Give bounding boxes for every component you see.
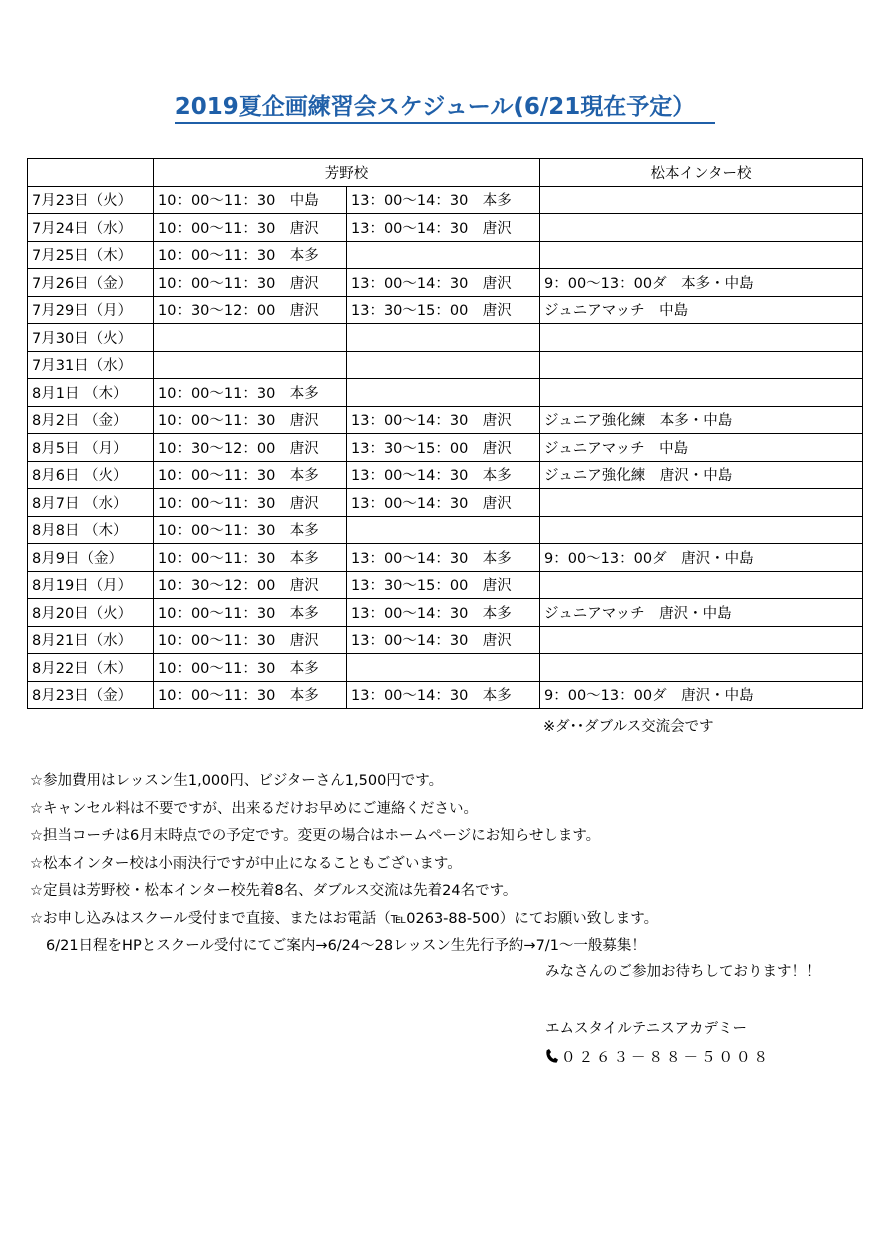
- table-row: [28, 269, 863, 297]
- matsumoto-cell: [540, 516, 863, 544]
- date-cell: 7月24日（水）: [28, 214, 154, 242]
- date-cell: 8月6日 （火）: [28, 461, 154, 489]
- closing-message: みなさんのご参加お待ちしております！！: [545, 964, 821, 980]
- date-cell: 7月23日（火）: [28, 186, 154, 214]
- yoshino-pm-cell: 13：30～15：00 唐沢: [347, 296, 540, 324]
- schedule-line: 6/21日程をHPとスクール受付にてご案内→6/24～28レッスン生先行予約→7/1～一般募集！: [46, 938, 646, 954]
- table-row: [28, 654, 863, 682]
- schedule-table: [27, 158, 863, 709]
- date-cell: 7月25日（木）: [28, 241, 154, 269]
- yoshino-pm-cell: 13：30～15：00 唐沢: [347, 434, 540, 462]
- yoshino-pm-cell: [347, 516, 540, 544]
- yoshino-am-cell: [154, 351, 347, 379]
- table-row: [28, 626, 863, 654]
- yoshino-pm-cell: [347, 324, 540, 352]
- matsumoto-cell: ジュニアマッチ 中島: [540, 296, 863, 324]
- date-cell: 8月22日（木）: [28, 654, 154, 682]
- yoshino-am-cell: 10：00～11：30 中島: [154, 186, 347, 214]
- note-item: ☆参加費用はレッスン生1,000円、ビジターさん1,500円です。: [30, 773, 444, 789]
- date-cell: 7月31日（水）: [28, 351, 154, 379]
- matsumoto-cell: [540, 626, 863, 654]
- table-row: [28, 599, 863, 627]
- date-cell: 7月29日（月）: [28, 296, 154, 324]
- table-row: [28, 186, 863, 214]
- notes-list: [30, 768, 658, 961]
- table-row: [28, 351, 863, 379]
- matsumoto-cell: [540, 654, 863, 682]
- matsumoto-cell: ジュニア強化練 本多・中島: [540, 406, 863, 434]
- date-cell: 8月20日（火）: [28, 599, 154, 627]
- table-row: [28, 434, 863, 462]
- date-cell: 8月7日 （水）: [28, 489, 154, 517]
- note-item: ☆担当コーチは6月末時点での予定です。変更の場合はホームページにお知らせします。: [30, 828, 601, 844]
- yoshino-pm-cell: 13：00～14：30 本多: [347, 681, 540, 709]
- date-cell: 8月5日 （月）: [28, 434, 154, 462]
- yoshino-am-cell: 10：00～11：30 唐沢: [154, 214, 347, 242]
- yoshino-pm-cell: 13：00～14：30 本多: [347, 461, 540, 489]
- yoshino-pm-cell: [347, 379, 540, 407]
- yoshino-pm-cell: [347, 351, 540, 379]
- table-row: [28, 324, 863, 352]
- matsumoto-cell: [540, 324, 863, 352]
- phone-line: [545, 1046, 771, 1067]
- matsumoto-cell: [540, 241, 863, 269]
- yoshino-am-cell: 10：30～12：00 唐沢: [154, 571, 347, 599]
- matsumoto-cell: [540, 351, 863, 379]
- yoshino-am-cell: 10：00～11：30 唐沢: [154, 406, 347, 434]
- table-row: [28, 296, 863, 324]
- matsumoto-cell: [540, 214, 863, 242]
- phone-icon: [545, 1048, 559, 1064]
- yoshino-pm-cell: 13：00～14：30 唐沢: [347, 626, 540, 654]
- matsumoto-cell: 9：00～13：00ダ 本多・中島: [540, 269, 863, 297]
- date-cell: 8月23日（金）: [28, 681, 154, 709]
- table-header-row: [28, 159, 863, 187]
- table-row: [28, 571, 863, 599]
- yoshino-pm-cell: [347, 654, 540, 682]
- yoshino-am-cell: 10：00～11：30 唐沢: [154, 269, 347, 297]
- yoshino-pm-cell: 13：00～14：30 本多: [347, 544, 540, 572]
- date-cell: 8月2日 （金）: [28, 406, 154, 434]
- yoshino-pm-cell: 13：00～14：30 唐沢: [347, 214, 540, 242]
- page-title: [0, 88, 890, 121]
- matsumoto-cell: [540, 186, 863, 214]
- matsumoto-cell: [540, 489, 863, 517]
- yoshino-pm-cell: 13：00～14：30 唐沢: [347, 489, 540, 517]
- date-cell: 7月26日（金）: [28, 269, 154, 297]
- yoshino-am-cell: 10：00～11：30 本多: [154, 681, 347, 709]
- yoshino-pm-cell: 13：00～14：30 本多: [347, 599, 540, 627]
- table-row: [28, 489, 863, 517]
- date-cell: 8月19日（月）: [28, 571, 154, 599]
- yoshino-am-cell: 10：30～12：00 唐沢: [154, 296, 347, 324]
- date-cell: 8月9日（金）: [28, 544, 154, 572]
- table-row: [28, 544, 863, 572]
- yoshino-am-cell: 10：00～11：30 本多: [154, 654, 347, 682]
- yoshino-pm-cell: 13：00～14：30 本多: [347, 186, 540, 214]
- phone-number: ０２６３－８８－５００８: [561, 1050, 771, 1066]
- yoshino-am-cell: 10：30～12：00 唐沢: [154, 434, 347, 462]
- yoshino-am-cell: [154, 324, 347, 352]
- yoshino-pm-cell: 13：00～14：30 唐沢: [347, 406, 540, 434]
- date-cell: 8月1日 （木）: [28, 379, 154, 407]
- yoshino-am-cell: 10：00～11：30 本多: [154, 461, 347, 489]
- date-cell: 8月8日 （木）: [28, 516, 154, 544]
- table-note: ※ダ･･ダブルス交流会です: [543, 719, 714, 735]
- table-row: [28, 406, 863, 434]
- note-item: ☆キャンセル料は不要ですが、出来るだけお早めにご連絡ください。: [30, 800, 478, 817]
- matsumoto-cell: ジュニアマッチ 中島: [540, 434, 863, 462]
- yoshino-am-cell: 10：00～11：30 唐沢: [154, 489, 347, 517]
- note-item: ☆お申し込みはスクール受付まで直接、またはお電話（℡0263-88-500）にてお願い致します。: [30, 910, 659, 927]
- table-row: [28, 214, 863, 242]
- note-item: ☆定員は芳野校・松本インター校先着8名、ダブルス交流は先着24名です。: [30, 883, 518, 899]
- date-cell: 8月21日（水）: [28, 626, 154, 654]
- table-row: [28, 461, 863, 489]
- matsumoto-cell: [540, 571, 863, 599]
- yoshino-am-cell: 10：00～11：30 唐沢: [154, 626, 347, 654]
- matsumoto-cell: 9：00～13：00ダ 唐沢・中島: [540, 544, 863, 572]
- header-date: [28, 159, 154, 187]
- signature: エムスタイルテニスアカデミー: [545, 1021, 747, 1037]
- matsumoto-cell: [540, 379, 863, 407]
- yoshino-am-cell: 10：00～11：30 本多: [154, 516, 347, 544]
- table-row: [28, 681, 863, 709]
- yoshino-am-cell: 10：00～11：30 本多: [154, 379, 347, 407]
- matsumoto-cell: 9：00～13：00ダ 唐沢・中島: [540, 681, 863, 709]
- yoshino-am-cell: 10：00～11：30 本多: [154, 241, 347, 269]
- matsumoto-cell: ジュニアマッチ 唐沢・中島: [540, 599, 863, 627]
- table-row: [28, 241, 863, 269]
- yoshino-pm-cell: [347, 241, 540, 269]
- note-item: ☆松本インター校は小雨決行ですが中止になることもございます。: [30, 855, 462, 872]
- matsumoto-cell: ジュニア強化練 唐沢・中島: [540, 461, 863, 489]
- yoshino-pm-cell: 13：00～14：30 唐沢: [347, 269, 540, 297]
- yoshino-pm-cell: 13：30～15：00 唐沢: [347, 571, 540, 599]
- header-matsumoto: 松本インター校: [540, 159, 863, 187]
- table-row: [28, 516, 863, 544]
- table-row: [28, 379, 863, 407]
- header-yoshino: 芳野校: [154, 159, 540, 187]
- yoshino-am-cell: 10：00～11：30 本多: [154, 544, 347, 572]
- yoshino-am-cell: 10：00～11：30 本多: [154, 599, 347, 627]
- page-title-text: 2019夏企画練習会スケジュール(6/21現在予定）: [175, 94, 716, 124]
- date-cell: 7月30日（火）: [28, 324, 154, 352]
